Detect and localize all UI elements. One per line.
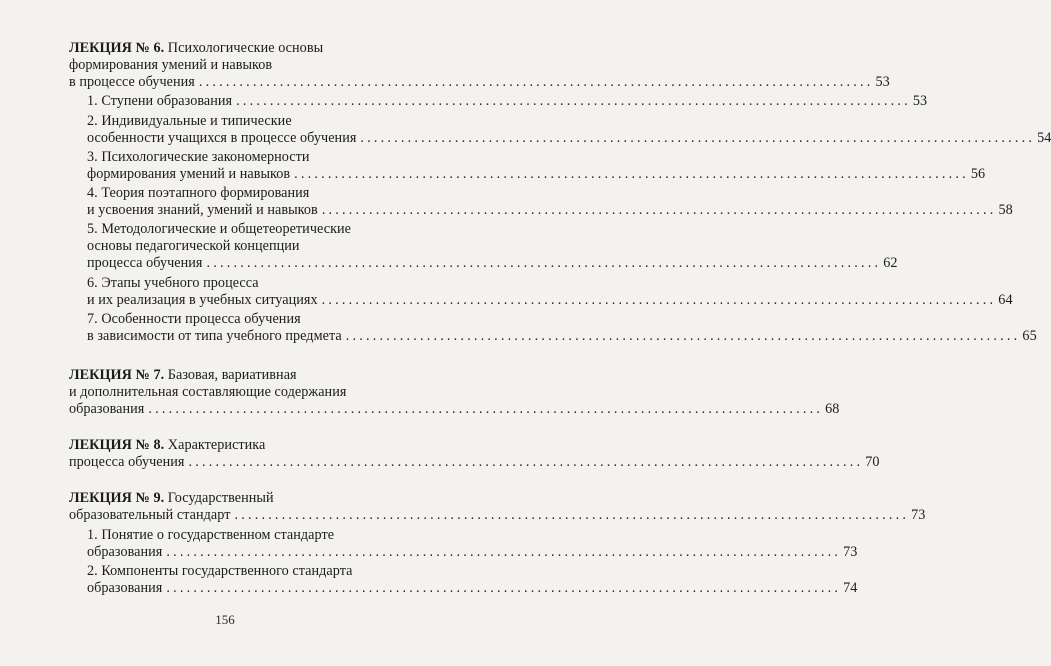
toc-heading-line: процесса обучения: [69, 454, 185, 470]
dot-leader: ....................................................................................................: [236, 93, 911, 109]
toc-heading-line: образования: [69, 401, 145, 417]
page-ref: 54: [1037, 130, 1051, 146]
subitem-title: 3. Психологические закономерности: [87, 149, 310, 165]
subitem-title: 7. Особенности процесса обучения: [87, 311, 301, 327]
dot-leader: ....................................................................................................: [321, 202, 997, 218]
toc-heading: [69, 490, 274, 507]
toc-heading-line: в процессе обучения: [69, 74, 195, 90]
toc-subitem: [87, 328, 1037, 345]
toc-subitem: [87, 93, 928, 110]
page-ref: 70: [865, 454, 880, 470]
lecture-label: ЛЕКЦИЯ № 7.: [69, 367, 165, 383]
subitem-title: 4. Теория поэтапного формирования: [87, 185, 310, 201]
subitem-title: и их реализация в учебных ситуациях: [87, 292, 318, 308]
dot-leader: ....................................................................................................: [166, 544, 842, 560]
subitem-title: 1. Ступени образования: [87, 93, 233, 109]
page-ref: 58: [998, 202, 1013, 218]
lecture-title: Психологические основы: [167, 40, 324, 56]
toc-subitem: [87, 130, 1051, 147]
dot-leader: ....................................................................................................: [321, 292, 997, 308]
subitem-title: в зависимости от типа учебного предмета: [87, 328, 342, 344]
dot-leader: ....................................................................................................: [198, 74, 874, 90]
page-ref: 56: [970, 166, 986, 182]
dot-leader: ....................................................................................................: [360, 130, 1036, 146]
dot-leader: ....................................................................................................: [166, 580, 842, 596]
page-number: 156: [215, 612, 235, 627]
toc-leader-line: [69, 507, 926, 524]
subitem-title: образования: [87, 544, 163, 560]
subitem-title: основы педагогической концепции: [87, 238, 300, 254]
toc-heading: [69, 437, 265, 454]
subitem-title: 6. Этапы учебного процесса: [87, 275, 259, 291]
subitem-title: процесса обучения: [87, 255, 203, 271]
toc-subitem: [87, 292, 1013, 309]
toc-heading: [69, 40, 323, 57]
toc-subitem: [87, 544, 858, 561]
toc-subitem: [87, 580, 858, 597]
subitem-title: и усвоения знаний, умений и навыков: [87, 202, 318, 218]
lecture-title: Характеристика: [167, 437, 266, 453]
page-ref: 53: [912, 93, 928, 109]
dot-leader: ....................................................................................................: [234, 507, 910, 523]
page-ref: 64: [998, 292, 1013, 308]
dot-leader: ....................................................................................................: [188, 454, 864, 470]
lecture-title: Государственный: [167, 490, 274, 506]
toc-heading: [69, 367, 297, 384]
toc-leader-line: [69, 74, 890, 91]
toc-subitem: [87, 202, 1013, 219]
subitem-title: 5. Методологические и общетеоретические: [87, 221, 351, 237]
page-ref: 53: [875, 74, 890, 90]
subitem-title: образования: [87, 580, 163, 596]
toc-heading-line: образовательный стандарт: [69, 507, 231, 523]
toc-heading-line: и дополнительная составляющие содержания: [69, 384, 347, 400]
dot-leader: ....................................................................................................: [345, 328, 1021, 344]
subitem-title: 1. Понятие о государственном стандарте: [87, 527, 335, 543]
page-ref: 74: [843, 580, 858, 596]
page-ref: 65: [1022, 328, 1037, 344]
page-ref: 73: [911, 507, 926, 523]
toc-subitem: [87, 255, 898, 272]
page-ref: 62: [883, 255, 898, 271]
lecture-label: ЛЕКЦИЯ № 6.: [69, 40, 165, 56]
page-ref: 68: [825, 401, 840, 417]
toc-leader-line: [69, 454, 880, 471]
toc-leader-line: [69, 401, 840, 418]
lecture-label: ЛЕКЦИЯ № 9.: [69, 490, 165, 506]
dot-leader: ....................................................................................................: [206, 255, 882, 271]
page-ref: 73: [843, 544, 858, 560]
dot-leader: ....................................................................................................: [294, 166, 969, 182]
subitem-title: особенности учащихся в процессе обучения: [87, 130, 357, 146]
lecture-title: Базовая, вариативная: [167, 367, 297, 383]
toc-subitem: [87, 166, 986, 183]
subitem-title: 2. Индивидуальные и типические: [87, 113, 292, 129]
lecture-label: ЛЕКЦИЯ № 8.: [69, 437, 165, 453]
dot-leader: ....................................................................................................: [148, 401, 824, 417]
subitem-title: 2. Компоненты государственного стандарта: [87, 563, 353, 579]
subitem-title: формирования умений и навыков: [87, 166, 291, 182]
toc-heading-line: формирования умений и навыков: [69, 57, 273, 73]
